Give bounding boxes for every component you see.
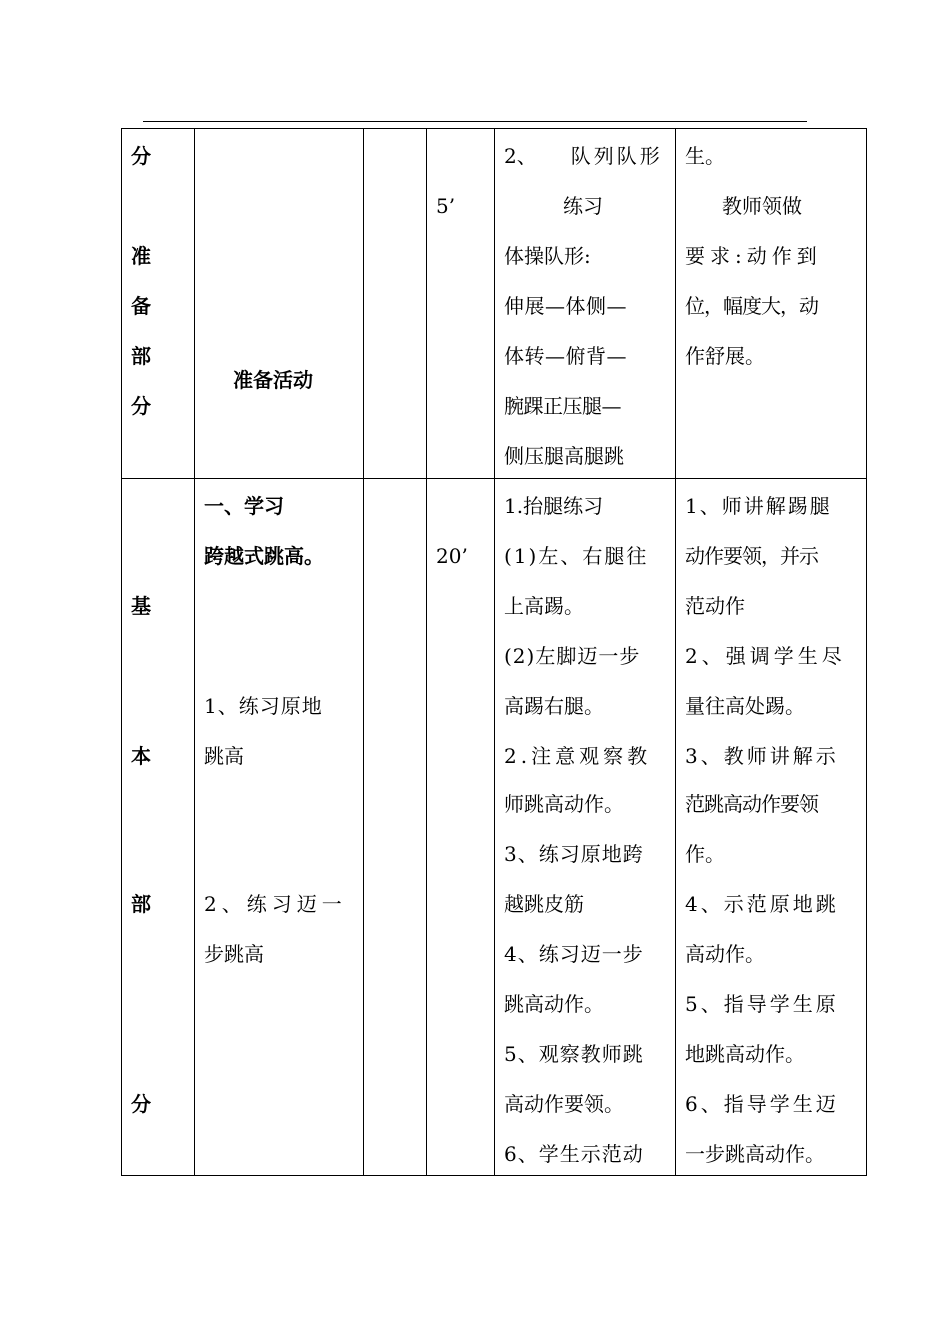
basic-org-line: 范跳高动作要领 — [685, 792, 818, 816]
basic-content-title: 一、学习 — [204, 494, 284, 518]
prep-org-line: 位，幅度大，动 — [685, 294, 818, 318]
basic-org-line: 4、示范原地跳 — [685, 892, 839, 916]
basic-section-char: 基 — [131, 594, 151, 618]
basic-org-line: 动作要领，并示 — [685, 544, 818, 568]
prep-time: 5’ — [436, 194, 456, 218]
basic-org-line: 6、指导学生迈 — [685, 1092, 839, 1116]
column-divider — [194, 128, 195, 1176]
prep-method-line — [504, 141, 666, 171]
basic-method-line: 2.注意观察教 — [504, 744, 652, 768]
column-divider — [675, 128, 676, 1176]
prep-method-num: 2、 — [504, 144, 537, 168]
basic-content-item: 步跳高 — [204, 942, 264, 966]
prep-section-char: 分 — [131, 394, 151, 418]
basic-method-line: 高踢右腿。 — [504, 694, 604, 718]
basic-org-line: 2、强调学生尽 — [685, 644, 846, 668]
basic-method-line: 1.抬腿练习 — [504, 494, 604, 518]
column-divider — [363, 128, 364, 1176]
prep-section-char: 备 — [131, 294, 151, 318]
basic-org-line: 范动作 — [685, 594, 745, 618]
prep-method-line: 体转—俯背— — [504, 344, 627, 368]
basic-method-line: 上高踢。 — [504, 594, 584, 618]
prep-method-title: 队列队形 — [570, 144, 663, 168]
basic-org-line: 5、指导学生原 — [685, 992, 839, 1016]
prep-method-line: 腕踝正压腿— — [504, 394, 621, 418]
column-divider — [494, 128, 495, 1176]
prep-org-line: 要求:动作到 — [685, 244, 822, 268]
basic-method-line: 5、观察教师跳 — [504, 1042, 644, 1066]
basic-method-line: 4、练习迈一步 — [504, 942, 644, 966]
prep-org-line: 作舒展。 — [685, 344, 765, 368]
basic-org-line: 地跳高动作。 — [685, 1042, 805, 1066]
prep-method-line: 伸展—体侧— — [504, 294, 627, 318]
basic-method-line: 越跳皮筋 — [504, 892, 584, 916]
basic-content-item: 1、练习原地 — [204, 694, 323, 718]
basic-section-char: 本 — [131, 744, 151, 768]
prep-method-line: 侧压腿高腿跳 — [504, 444, 624, 468]
prep-method-line: 练习 — [563, 194, 603, 218]
basic-method-line: 6、学生示范动 — [504, 1142, 644, 1166]
column-divider — [426, 128, 427, 1176]
basic-method-line: 跳高动作。 — [504, 992, 604, 1016]
basic-org-line: 量往高处踢。 — [685, 694, 805, 718]
basic-section-char: 分 — [131, 1092, 151, 1116]
basic-time: 20’ — [436, 544, 468, 568]
prep-org-line: 生。 — [685, 144, 725, 168]
basic-content-item: 跳高 — [204, 744, 244, 768]
basic-method-line: 师跳高动作。 — [504, 792, 624, 816]
basic-org-line: 一步跳高动作。 — [685, 1142, 825, 1166]
basic-method-line: (1)左、右腿往 — [504, 544, 649, 568]
basic-method-line: 高动作要领。 — [504, 1092, 624, 1116]
basic-section-char: 部 — [131, 892, 151, 916]
basic-org-line: 3、教师讲解示 — [685, 744, 839, 768]
prep-method-line: 体操队形: — [504, 244, 591, 268]
prep-section-char: 准 — [131, 244, 151, 268]
basic-content-title: 跨越式跳高。 — [204, 544, 324, 568]
basic-method-line: 3、练习原地跨 — [504, 842, 644, 866]
prep-section-char: 分 — [131, 144, 151, 168]
prep-content: 准备活动 — [233, 368, 313, 392]
prep-org-line: 教师领做 — [722, 194, 802, 218]
basic-content-item: 2、练习迈一 — [204, 892, 347, 916]
basic-method-line: (2)左脚迈一步 — [504, 644, 641, 668]
header-rule — [143, 121, 807, 122]
basic-org-line: 高动作。 — [685, 942, 765, 966]
basic-org-line: 1、师讲解踢腿 — [685, 494, 832, 518]
row-divider — [121, 478, 867, 479]
prep-section-char: 部 — [131, 344, 151, 368]
basic-org-line: 作。 — [685, 842, 725, 866]
